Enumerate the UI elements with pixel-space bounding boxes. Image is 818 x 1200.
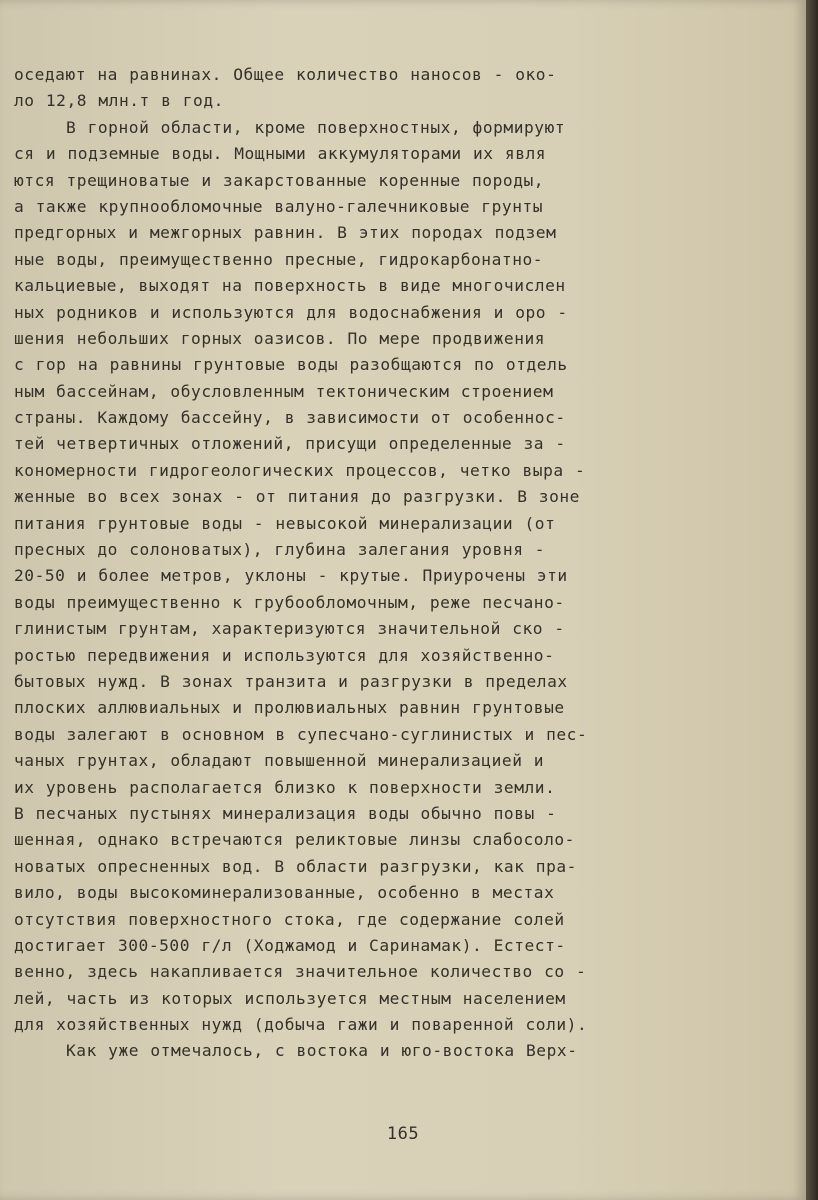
text-line: ются трещиноватые и закарстованные коренные породы, bbox=[14, 170, 545, 190]
text-line: оседают на равнинах. Общее количество наносов - око- bbox=[14, 65, 557, 84]
text-line: глинистым грунтам, характеризуются значительной ско - bbox=[14, 619, 565, 639]
text-line: лей, часть из которых используется местным населением bbox=[14, 988, 566, 1008]
text-line: шенная, однако встречаются реликтовые линзы слабосоло- bbox=[14, 830, 575, 850]
text-line: пресных до солоноватых), глубина залегания уровня - bbox=[14, 540, 546, 560]
paragraph-first-line: В горной области, кроме поверхностных, формируют bbox=[66, 117, 566, 137]
text-line: а также крупнообломочные валуно-галечниковые грунты bbox=[14, 196, 544, 216]
text-line: страны. Каждому бассейну, в зависимости от особеннос- bbox=[14, 408, 566, 428]
text-line: их уровень располагается близко к поверхности земли. bbox=[14, 777, 556, 797]
text-line: отсутствия поверхностного стока, где содержание солей bbox=[14, 909, 565, 929]
text-line: тей четвертичных отложений, присущи определенные за - bbox=[14, 434, 566, 454]
text-line: воды преимущественно к грубообломочным, реже песчано- bbox=[14, 592, 565, 612]
text-line: воды залегают в основном в супесчано-суглинистых и пес- bbox=[14, 724, 588, 744]
text-line: В песчаных пустынях минерализация воды обычно повы - bbox=[14, 803, 557, 823]
text-line: 20-50 и более метров, уклоны - крутые. Приурочены эти bbox=[14, 566, 568, 586]
body-text bbox=[14, 62, 774, 1065]
text-line: кальциевые, выходят на поверхность в виде многочислен bbox=[14, 276, 566, 296]
text-line: ным бассейнам, обусловленным тектоническим строением bbox=[14, 381, 554, 401]
text-line: ло 12,8 млн.т в год. bbox=[14, 91, 224, 111]
text-line: венно, здесь накапливается значительное количество со - bbox=[14, 962, 587, 982]
text-line: женные во всех зонах - от питания до разгрузки. В зоне bbox=[14, 487, 580, 507]
text-line: с гор на равнины грунтовые воды разобщаются по отдель bbox=[14, 355, 568, 375]
text-line: ных родников и используются для водоснабжения и оро - bbox=[14, 302, 568, 322]
text-line: для хозяйственных нужд (добыча гажи и поваренной соли). bbox=[14, 1015, 588, 1035]
text-line: ся и подземные воды. Мощными аккумуляторами их явля bbox=[14, 144, 547, 164]
text-line: кономерности гидрогеологических процессов, четко выра - bbox=[14, 460, 586, 480]
paragraph-first-line: Как уже отмечалось, с востока и юго-востока Верх- bbox=[66, 1041, 578, 1061]
text-line: чаных грунтах, обладают повышенной минерализацией и bbox=[14, 751, 545, 771]
text-line: шения небольших горных оазисов. По мере продвижения bbox=[14, 328, 546, 348]
text-line: плоских аллювиальных и пролювиальных равнин грунтовые bbox=[14, 698, 565, 718]
text-line: новатых опресненных вод. В области разгрузки, как пра- bbox=[14, 856, 577, 876]
text-line: вило, воды высокоминерализованные, особенно в местах bbox=[14, 883, 555, 903]
text-line: достигает 300-500 г/л (Ходжамод и Саринамак). Естест- bbox=[14, 935, 566, 955]
text-line: ные воды, преимущественно пресные, гидрокарбонатно- bbox=[14, 249, 544, 269]
page-number: 165 bbox=[386, 1124, 420, 1144]
text-line: питания грунтовые воды - невысокой минерализации (от bbox=[14, 513, 556, 533]
text-line: бытовых нужд. В зонах транзита и разгрузки в пределах bbox=[14, 671, 568, 691]
text-line: ростью передвижения и используются для хозяйственно- bbox=[14, 645, 555, 665]
text-line: предгорных и межгорных равнин. В этих породах подзем bbox=[14, 223, 557, 243]
page-edge bbox=[806, 0, 818, 1200]
